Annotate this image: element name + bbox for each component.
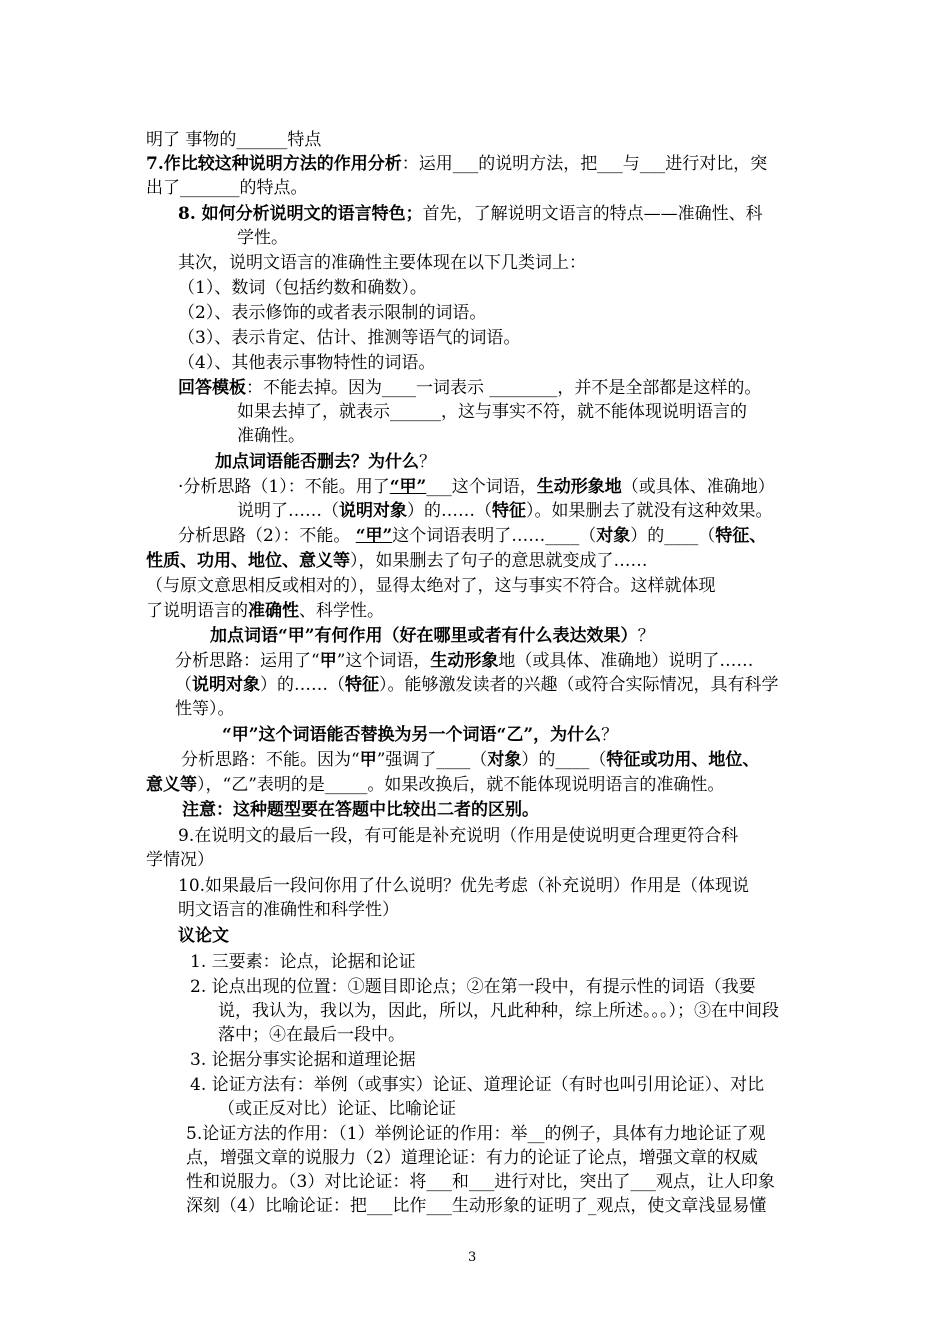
text-line [186, 1122, 766, 1146]
text-run: 学性。 [237, 228, 288, 248]
text-line [237, 226, 288, 250]
text-run: 特征 [345, 675, 379, 695]
text-line [178, 524, 766, 548]
text-line [182, 798, 539, 822]
text-run: ？ [601, 725, 619, 745]
text-line [146, 848, 214, 872]
text-run: （或具体、准确地） [621, 477, 775, 497]
text-run: 7.作比较这种说明方法的作用分析 [146, 154, 402, 174]
text-line [178, 924, 229, 948]
text-run: 特征、 [715, 526, 767, 546]
text-run: 10.如果最后一段问你用了什么说明？优先考虑（补充说明）作用是（体现说 [178, 876, 750, 896]
text-run: ），“乙”表明的是_____。如果改换后，就不能体现说明语言的准确性。 [197, 775, 725, 795]
text-run: 明文语言的准确性和科学性） [178, 900, 399, 920]
text-run: ___这个词语， [426, 477, 537, 497]
text-run: ”这个词语， [336, 651, 431, 671]
text-line [146, 549, 648, 573]
text-run: （2）、表示修饰的或者表示限制的词语。 [178, 303, 487, 323]
text-run: 9.在说明文的最后一段，有可能是补充说明（作用是使说明更合理更符合科 [178, 826, 739, 846]
text-run: 说，我认为，我以为，因此，所以，凡此种种，综上所述。。。）；③在中间段 [218, 1001, 779, 1021]
text-run: 准确性 [248, 601, 299, 621]
text-line [146, 152, 767, 176]
text-line [186, 1170, 775, 1194]
text-run: 分析思路：不能。因为“ [181, 750, 360, 770]
text-run: ）的……（ [260, 675, 345, 695]
text-run: 准确性。 [237, 426, 305, 446]
text-line [146, 773, 724, 797]
text-run: 深刻（4）比喻论证：把___比作___生动形象的证明了_观点，使文章浅显易懂 [186, 1196, 767, 1216]
text-run: （与原文意思相反或相对的），显得太绝对了，这与事实不符合。这样就体现 [146, 576, 716, 596]
text-line [190, 950, 416, 974]
text-run: （或正反对比）论证、比喻论证 [218, 1099, 456, 1119]
text-line [178, 326, 520, 350]
text-run: 1. 三要素：论点，论据和论证 [190, 952, 416, 972]
text-run: ？ [637, 626, 655, 646]
text-run: 点，增强文章的说服力（2）道理论证：有力的论证了论点，增强文章的权威 [186, 1148, 758, 1168]
text-run: 如果去掉了，就表示______，这与事实不符，就不能体现说明语言的 [237, 402, 747, 422]
text-run: ：不能去掉。因为____一词表示 ________，并不是全部都是这样的。 [246, 378, 762, 398]
text-line [178, 351, 435, 375]
text-run: （3）、表示肯定、估计、推测等语气的词语。 [178, 328, 521, 348]
text-run: ）的____（ [630, 526, 716, 546]
text-line [178, 475, 775, 499]
text-line [237, 499, 773, 523]
text-run: 地（或具体、准确地）说明了…… [498, 651, 754, 671]
text-run: 4. 论证方法有：举例（或事实）论证、道理论证（有时也叫引用论证）、对比 [190, 1075, 765, 1095]
text-line [218, 1023, 405, 1047]
text-line [178, 824, 738, 848]
text-run: “甲”这个词语能否替换为另一个词语“乙”，为什么 [222, 725, 602, 745]
text-line [178, 276, 427, 300]
text-run: 落中；④在最后一段中。 [218, 1025, 405, 1045]
text-run: ”强调了____（ [376, 750, 488, 770]
text-line [175, 649, 753, 673]
text-run: 回答模板 [178, 378, 246, 398]
text-run: ·分析思路（1）：不能。用了 [178, 477, 390, 497]
text-run: ）的……（ [407, 501, 492, 521]
text-run: 学情况） [146, 850, 214, 870]
text-run: 这个词语表明了……____（ [392, 526, 597, 546]
text-run: “甲” [389, 477, 427, 497]
text-run: 说明对象 [339, 501, 407, 521]
text-run: 议论文 [178, 926, 229, 946]
text-line [181, 748, 759, 772]
text-line [190, 1048, 416, 1072]
text-line [146, 574, 716, 598]
text-run: ）。如果删去了就没有这种效果。 [526, 501, 773, 521]
text-run: 分析思路：运用了“ [175, 651, 320, 671]
text-run: “甲” [355, 526, 393, 546]
text-line [186, 1146, 758, 1170]
text-line [175, 697, 235, 721]
text-run: ？ [419, 452, 436, 472]
text-run: 生动形象地 [536, 477, 622, 497]
text-line [218, 1097, 456, 1121]
text-run: 说明了……（ [237, 501, 339, 521]
text-run: 说明对象 [192, 675, 260, 695]
text-line [178, 251, 586, 275]
text-run: 出了_______的特点。 [146, 178, 308, 198]
text-line [215, 450, 436, 474]
text-run: 首先，了解说明文语言的特点——准确性、科 [422, 204, 763, 224]
text-run: 性等）。 [175, 699, 235, 719]
text-run: 甲 [319, 651, 337, 671]
text-line [190, 975, 756, 999]
text-line [218, 999, 779, 1023]
text-run: （4）、其他表示事物特性的词语。 [178, 353, 436, 373]
text-run: （ [175, 675, 192, 695]
text-line [237, 400, 747, 424]
text-run: 生动形象 [430, 651, 499, 671]
text-line [146, 128, 321, 152]
text-run: 意义等 [146, 775, 197, 795]
text-line [237, 424, 305, 448]
text-line [186, 1194, 766, 1218]
text-run: 甲 [359, 750, 377, 770]
text-line [178, 301, 486, 325]
text-run: ），如果删去了句子的意思就变成了…… [350, 551, 648, 571]
text-run: ）。能够激发读者的兴趣（或符合实际情况，具有科学 [379, 675, 779, 695]
text-run: 对象 [487, 750, 522, 770]
text-run: 、科学性。 [299, 601, 384, 621]
text-run: 其次，说明文语言的准确性主要体现在以下几类词上： [178, 253, 586, 273]
text-run: （1）、数词（包括约数和确数）。 [178, 278, 427, 298]
text-line [178, 376, 761, 400]
text-run: 性和说服力。（3）对比论证：将___和___进行对比，突出了___观点，让人印象 [186, 1172, 775, 1192]
text-line [222, 723, 618, 747]
text-run: 8. 如何分析说明文的语言特色； [178, 204, 423, 224]
text-run: 加点词语“甲”有何作用（好在哪里或者有什么表达效果） [210, 626, 638, 646]
text-run: 2. 论点出现的位置：①题目即论点；②在第一段中，有提示性的词语（我要 [190, 977, 756, 997]
text-run: 注意：这种题型要在答题中比较出二者的区别。 [182, 800, 539, 820]
text-run: 性质、功用、地位、意义等 [146, 551, 350, 571]
text-run: 了说明语言的 [146, 601, 248, 621]
text-run: 3. 论据分事实论据和道理论据 [190, 1050, 416, 1070]
text-line [190, 1073, 764, 1097]
text-line [146, 176, 308, 200]
text-run: ）的____（ [521, 750, 607, 770]
text-run: 加点词语能否删去？为什么 [215, 452, 419, 472]
text-run: 5.论证方法的作用：（1）举例论证的作用：举__的例子，具体有力地论证了观 [186, 1124, 766, 1144]
text-run: 特征或功用、地位、 [606, 750, 760, 770]
page-number: 3 [468, 1250, 477, 1265]
text-line [210, 624, 655, 648]
text-run: 特征 [492, 501, 526, 521]
text-line [178, 874, 749, 898]
text-line [175, 673, 779, 697]
text-run: 对象 [596, 526, 631, 546]
text-line [178, 898, 399, 922]
text-run: ：运用___的说明方法，把___与___进行对比，突 [401, 154, 768, 174]
text-run: 分析思路（2）：不能。 [178, 526, 356, 546]
text-line [178, 202, 763, 226]
text-run: 明了 事物的______特点 [146, 130, 322, 150]
text-line [146, 599, 384, 623]
